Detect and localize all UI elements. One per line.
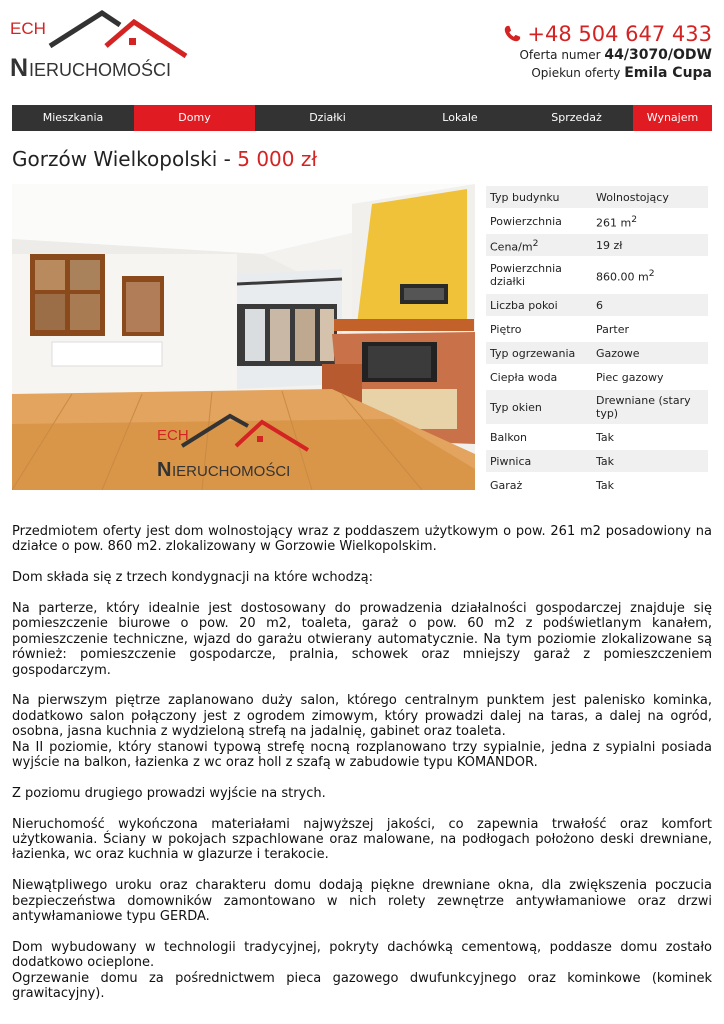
spec-key: Typ okien (486, 390, 592, 424)
description-paragraph: Przedmiotem oferty jest dom wolnostojący wraz z poddaszem użytkowym o pow. 261 m2 posadowiony na działce o pow. 860 m2. zlokalizowany w Gorzowie Wielkopolskim. (12, 524, 712, 555)
spec-row (486, 186, 708, 208)
description-paragraph: Ogrzewanie domu za pośrednictwem pieca gazowego dwufunkcyjnego oraz kominkowe (kominek grawitacyjny). (12, 970, 712, 1002)
description-paragraph: Na II poziomie, który stanowi typową strefę nocną rozplanowano trzy sypialnie, jedna z sypialni posiada wyjście na balkon, łazienka z wc oraz holl z szafą w zabudowie typu KOMANDOR. (12, 739, 712, 771)
description-paragraph: Na pierwszym piętrze zaplanowano duży salon, którego centralnym punktem jest palenisko kominka, dodatkowo salon połączony jest z ogrodem zimowym, który prowadzi dalej na taras, a dalej na ogród, osobna, jasna kuchnia z wydzieloną strefą na jadalnię, gabinet oraz toaleta. (12, 693, 712, 740)
agent-line (503, 64, 712, 82)
description-paragraph: Niewątpliwego uroku oraz charakteru domu dodają piękne drewniane okna, dla zwiększenia poczucia bezpieczeństwa domowników zamontowano w nich rolety zewnętrze antywłamaniowe oraz drzwi antywłamaniowe typu GERDA. (12, 878, 712, 925)
description-paragraph: Z poziomu drugiego prowadzi wyjście na strych. (12, 785, 326, 801)
logo-name-initial: N (10, 54, 29, 80)
spec-key: Piętro (490, 322, 522, 336)
spec-value: Piec gazowy (596, 370, 664, 384)
listing-description (12, 524, 712, 1017)
spec-value: Drewniane (stary typ) (592, 390, 708, 424)
listing-city: Gorzów Wielkopolski (12, 147, 218, 171)
spec-row (486, 294, 708, 316)
agent-name: Emila Cupa (624, 65, 712, 81)
description-paragraph: Dom składa się z trzech kondygnacji na które wchodzą: (12, 570, 373, 586)
spec-key: Typ ogrzewania (486, 342, 592, 364)
spec-value: Gazowe (592, 342, 708, 364)
logo-graphic (10, 10, 190, 80)
nav-item-wynajem[interactable]: Wynajem (633, 105, 712, 131)
description-paragraph: Na parterze, który idealnie jest dostosowany do prowadzenia działalności gospodarczej znajduje się pomieszczenie biurowe o pow. 20 m2, toaleta, garaż o pow. 60 m2 z podświetlanym kanałem, pomieszczenie techniczne, wjazd do garażu otwierany automatycznie. Na tym poziomie zlokalizowane są również: pomieszczenie gospodarcze, pralnia, schowek oraz mniejszy garaż z pomieszczeniem gospodarczym. (12, 601, 712, 678)
nav-item-mieszkania[interactable]: Mieszkania (42, 111, 104, 124)
main-nav (12, 105, 712, 131)
spec-value: Parter (596, 322, 630, 336)
specs-table (486, 184, 708, 498)
offer-number: 44/3070/ODW (604, 47, 712, 63)
spec-key: Typ budynku (486, 186, 592, 208)
nav-item-dzialki[interactable]: Działki (309, 111, 346, 124)
spec-key: Garaż (490, 478, 523, 492)
offer-label: Oferta numer (519, 48, 601, 62)
spec-row (486, 318, 708, 340)
agent-label: Opiekun oferty (531, 66, 621, 80)
watermark-prefix: ECH (157, 427, 189, 444)
nav-item-domy[interactable]: Domy (134, 105, 255, 131)
spec-value: 860.00 $m^2$ (596, 267, 655, 284)
phone-icon (503, 25, 521, 43)
spec-row (486, 234, 708, 256)
listing-photo[interactable] (12, 184, 475, 490)
spec-key: Balkon (490, 430, 528, 444)
spec-row (486, 426, 708, 448)
page-title (12, 146, 317, 172)
spec-value: Wolnostojący (592, 186, 708, 208)
spec-value: 6 (592, 294, 708, 316)
description-paragraph: Nieruchomość wykończona materiałami najwyższej jakości, co zapewnia trwałość oraz komfort użytkowania. Ściany w pokojach szpachlowane oraz malowane, na podłogach położono deski drewniane, łazienka, wc oraz kuchnia w glazurze i terakocie. (12, 816, 712, 863)
spec-row (486, 366, 708, 388)
spec-row (486, 210, 708, 232)
svg-text:N: N (157, 459, 172, 481)
spec-value: 19 zł (592, 234, 708, 256)
nav-item-sprzedaz[interactable]: Sprzedaż (551, 111, 602, 124)
spec-key: Liczba pokoi (486, 294, 592, 316)
phone-number[interactable] (503, 22, 712, 46)
nav-item-lokale[interactable]: Lokale (442, 111, 478, 124)
spec-row (486, 258, 708, 292)
title-separator: - (217, 147, 238, 171)
spec-row (486, 450, 708, 472)
spec-value: 261 $m^2$ (596, 213, 638, 230)
listing-price: 5 000 zł (237, 147, 318, 171)
spec-key: Cena/$m^2$ (486, 234, 592, 256)
photo-illustration (12, 184, 475, 490)
spec-value: Tak (596, 430, 615, 444)
spec-value: Tak (596, 478, 615, 492)
spec-key: Ciepła woda (490, 370, 558, 384)
spec-key: Powierzchnia działki (490, 262, 562, 288)
spec-row (486, 342, 708, 364)
spec-value: Tak (592, 450, 708, 472)
svg-text:IERUCHOMOŚCI: IERUCHOMOŚCI (172, 463, 291, 480)
logo-name-rest: IERUCHOMOŚCI (29, 60, 172, 80)
offer-number-line (503, 46, 712, 64)
contact-block (503, 22, 712, 82)
logo-prefix: ECH (10, 19, 46, 38)
spec-key: Piwnica (486, 450, 592, 472)
description-paragraph: Dom wybudowany w technologii tradycyjnej, pokryty dachówką cementową, poddasze domu zostało dodatkowo ocieplone. (12, 939, 712, 971)
spec-key: Powierzchnia (490, 214, 562, 228)
spec-row (486, 390, 708, 424)
phone-text[interactable]: +48 504 647 433 (527, 22, 712, 46)
logo[interactable] (10, 10, 190, 80)
spec-row (486, 474, 708, 496)
